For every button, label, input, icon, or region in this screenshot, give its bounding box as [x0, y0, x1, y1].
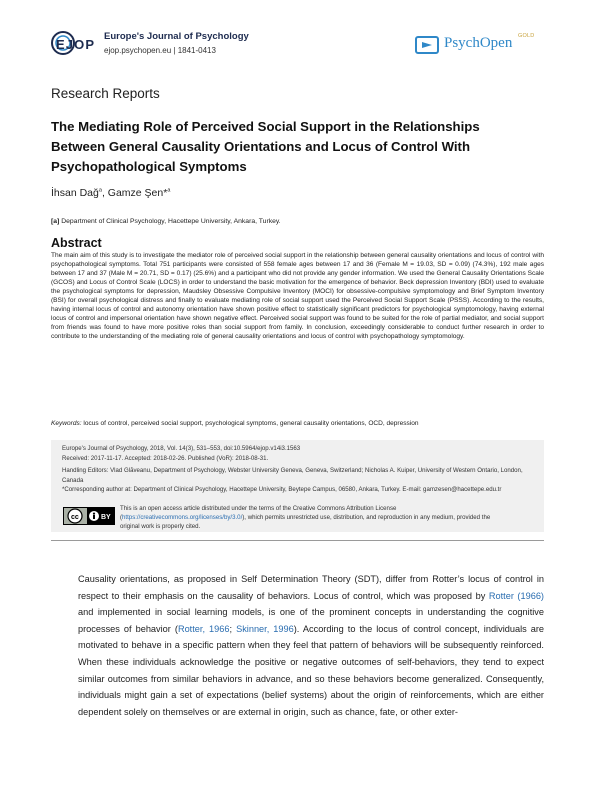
abstract-heading: Abstract — [51, 236, 102, 250]
body-text-part: ). According to the locus of control concept, individuals are motivated to behave in a specific pattern when they feel that pattern of behaviors will be subsequently reinforced. When these individuals acknowledge the positive or negative outcomes of self-behaviors, they tend to expect similar outcomes from similar behaviors in advance, and so these behaviors become generalized. Consequently, individuals might gain a set of expectations (belief systems) about the origin of reinforcements, which are either dependent solely on themselves or are external in origin, such as chance, fate, or other exter- — [78, 623, 545, 717]
body-text-part: ; — [229, 623, 237, 634]
body-text-part: Causality orientations, as proposed in Self Determination Theory (SDT), differ from Rotter’s locus of control in respect to their emphasis on the causality of behaviors. Locus of control, which was proposed by — [78, 574, 544, 601]
reference-link[interactable]: Skinner, 1996 — [236, 623, 294, 634]
author-separator: , — [101, 187, 108, 199]
reference-link[interactable]: Rotter, 1966 — [177, 623, 230, 634]
cc-by-icon[interactable] — [63, 507, 115, 525]
citation-line: Europe's Journal of Psychology, 2018, Vol. 14(3), 531–553, doi:10.5964/ejop.v14i3.1563 — [62, 445, 301, 452]
abstract-text: The main aim of this study is to investigate the mediator role of perceived social support in the relationship between general causality orientations and locus of control with psychopathological symptoms. Total 751 participants were consisted of 558 female ages between 17 and 36 (Female M = 19.03, SD = 0.09) (74.3%), 192 male ages between 17 and 37 (Male M = 20.71, SD = 0.17) (25.6%) and a participant who did not provide any gender information. We used the General Causality Orientations Scale (GCOS) and Locus of Control Scale (LOCS) in order to understand the basic motivation for the emergence of behavior. Beck depression Inventory (BDI) used to evaluate the psychological symptoms for depression, Maudsley Obsessive Compulsive Inventory (MOCI) for obsessive-compulsive symptomology and Brief Symptom Inventory (BSI) for overall psychological distress and finally to evaluate mediating role of social support used the Perceived Social Support Scale (PSSS). According to the results, having internal locus of control and autonomy orientation have shown positive effect to statistically significant predictors for psychological symptomology, having external locus of control and impersonal orientation have shown negative effect. Perceived social support was found to be suited for the role of partial mediator, and social support from friends was found to have more positive roles than social support from family. In conclusion, exceedingly considerable to conduct further research in order to contribute to the understanding of the mediating role of general causality orientations and locus of control with psychopathology symptomology. — [51, 252, 544, 340]
affiliation-mark: [a] — [51, 218, 60, 225]
license-text-end: ), which permits unrestricted use, distribution, and reproduction in any medium, provided the original work is properly cited. — [120, 513, 491, 530]
body-text-part: and implemented in social learning models, is one of the prominent concepts in understanding the cognitive processes of behavior ( — [78, 607, 544, 634]
license-link[interactable]: https://creativecommons.org/licenses/by/3.0/ — [122, 513, 243, 521]
keywords-text: locus of control, perceived social support, psychological symptoms, general causality orientations, OCD, depression — [81, 420, 419, 427]
keywords — [51, 420, 544, 427]
author-affiliation-mark: a — [167, 187, 171, 194]
affiliation — [51, 218, 281, 225]
journal-name: Europe's Journal of Psychology — [104, 31, 249, 42]
author-affiliation-mark: a — [98, 187, 102, 194]
license-text — [120, 505, 500, 531]
body-paragraph — [78, 571, 544, 720]
ejop-logo-text: EJOP — [56, 37, 94, 52]
publisher-name: PsychOpen — [444, 35, 513, 51]
keywords-label: Keywords: — [51, 420, 82, 427]
divider — [51, 540, 544, 541]
reference-link[interactable]: Rotter (1966) — [488, 590, 544, 601]
journal-meta: ejop.psychopen.eu | 1841-0413 — [104, 46, 216, 55]
ejop-logo — [51, 30, 95, 56]
section-label: Research Reports — [51, 86, 160, 101]
affiliation-text: Department of Clinical Psychology, Hacettepe University, Ankara, Turkey. — [59, 218, 281, 225]
editors-line: Handling Editors: Vlad Glăveanu, Department of Psychology, Webster University Geneva, Geneva, Switzerland; Nicholas A. Kuiper, University of Western Ontario, London, Canada — [62, 467, 523, 484]
svg-text:BY: BY — [101, 514, 111, 521]
svg-text:cc: cc — [71, 514, 79, 521]
article-title: The Mediating Role of Perceived Social Support in the Relationships Between General Causality Orientations and Locus of Control With Psychopathological Symptoms — [51, 119, 480, 174]
corresponding-line: *Corresponding author at: Department of Clinical Psychology, Hacettepe University, Beytepe Campus, 06580, Ankara, Turkey. E-mail: gamzesen@hacettepe.edu.tr — [62, 486, 502, 493]
author-list — [51, 187, 170, 199]
author-name[interactable]: Gamze Şen* — [107, 187, 168, 199]
publisher-gold-tag: GOLD — [518, 33, 535, 39]
author-name[interactable]: İhsan Dağ — [51, 187, 99, 199]
license-text-start: This is an open access article distributed under the terms of the Creative Commons Attribution License ( — [120, 505, 397, 521]
dates-line: Received: 2017-11-17. Accepted: 2018-02-26. Published (VoR): 2018-08-31. — [62, 455, 269, 462]
